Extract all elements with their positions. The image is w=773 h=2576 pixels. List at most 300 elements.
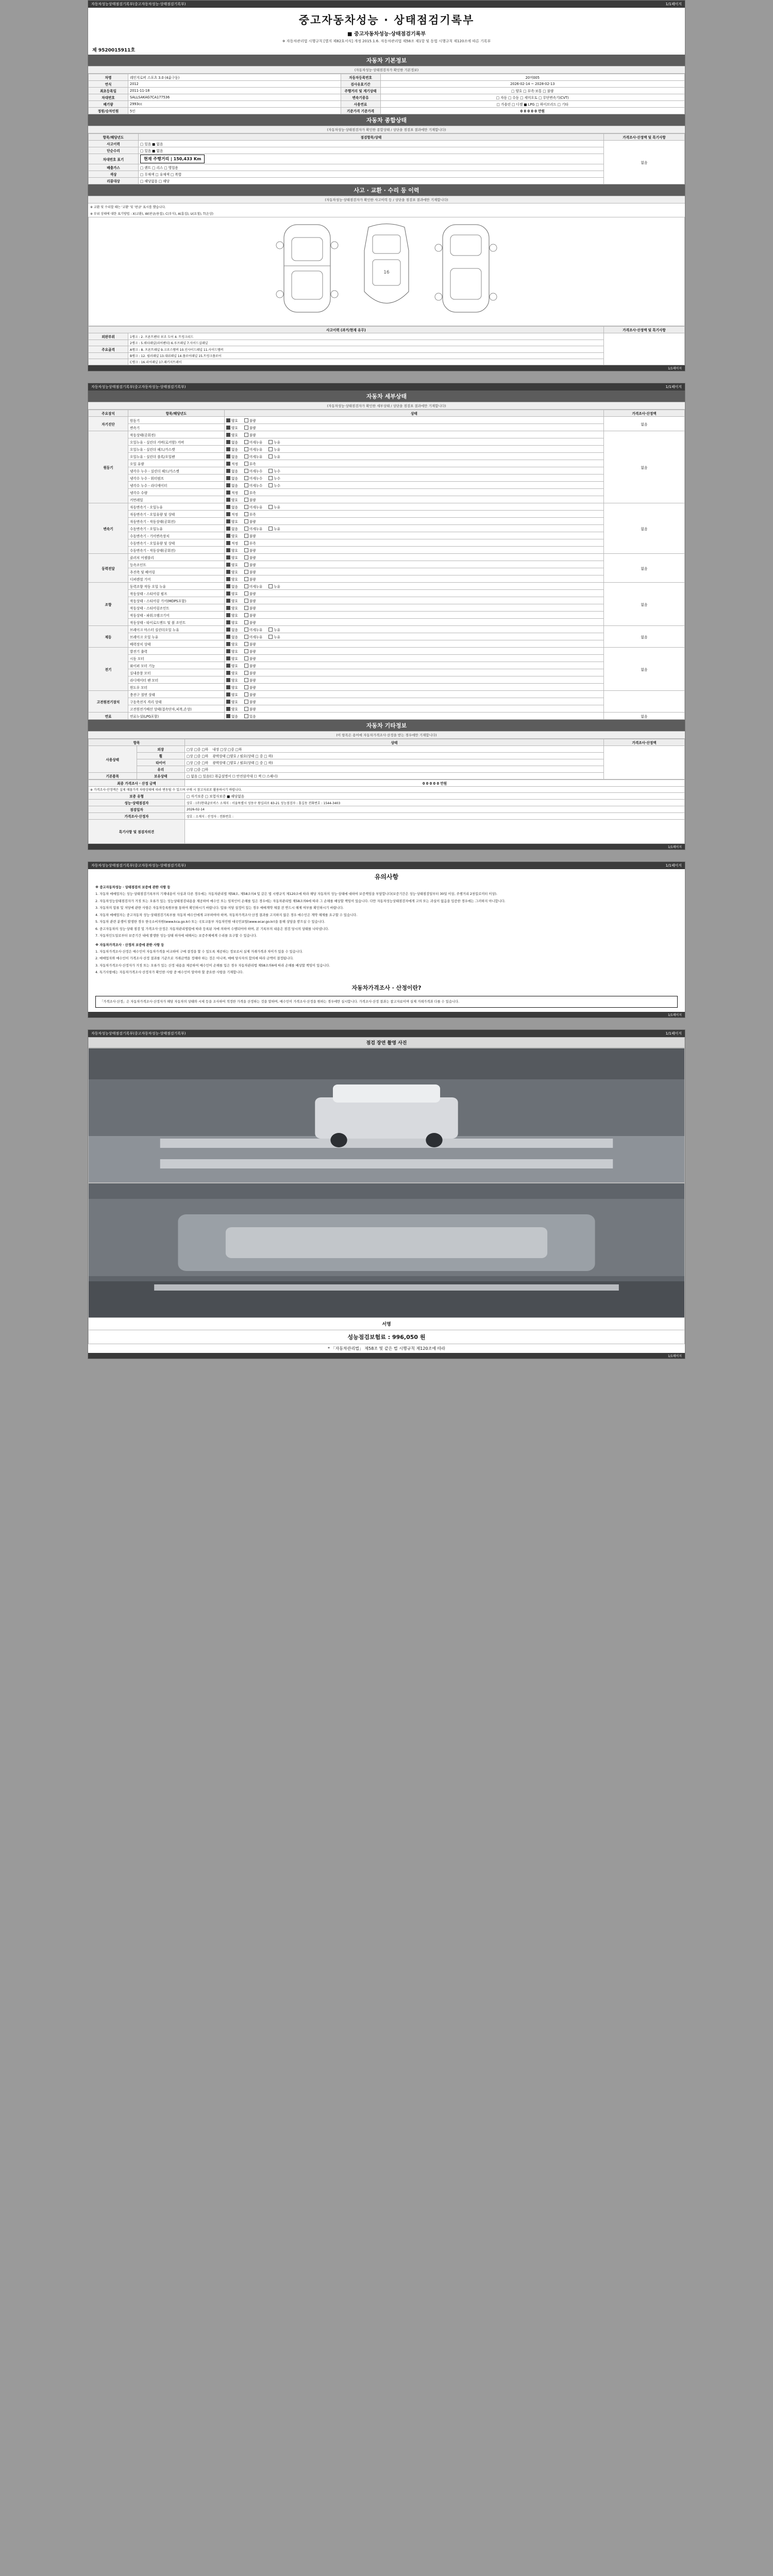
notice-section-2-title: ※ 자동차가격조사 · 산정의 보증에 관한 사항 등 [95, 943, 164, 947]
section-sub-other: (이 항목은 용어에 자동차가격조사·산정을 받는 경우에만 기재합니다) [88, 731, 685, 739]
checkbox-option[interactable]: 불량 [244, 650, 256, 654]
checkbox-icon[interactable] [244, 700, 248, 704]
checkbox-option[interactable]: 누유 [268, 527, 280, 531]
table-row [89, 453, 685, 460]
checkbox-icon[interactable] [244, 664, 248, 668]
table-row [89, 800, 685, 806]
checkbox-icon[interactable] [226, 498, 230, 502]
checkbox-icon[interactable] [226, 505, 230, 509]
checkbox-icon[interactable] [226, 534, 230, 538]
detail-item-options[interactable] [225, 446, 604, 453]
notice-item-2: 2. 매매업자와 매수인이 가격조사·산정 결과를 기준으로 거래금액을 정해야 하는 것은 아니며, 매매 당사자의 합의에 따라 금액이 결정됩니다. [95, 957, 294, 961]
checkbox-option[interactable]: 없음 [226, 505, 238, 510]
detail-item-options[interactable] [225, 525, 604, 532]
detail-item-label: 디퍼렌셜 기어 [128, 575, 225, 583]
checkbox-icon[interactable] [244, 678, 248, 682]
checkbox-option[interactable]: 불량 [244, 707, 256, 711]
checkbox-icon[interactable] [226, 548, 230, 552]
checkbox-option[interactable]: 누유 [268, 448, 280, 452]
checkbox-option[interactable]: 양호 [226, 657, 238, 661]
checkbox-icon[interactable] [226, 440, 230, 444]
total-title: 최종 가격조사 · 산정 금액 [89, 780, 185, 787]
detail-item-label: 시동 모터 [128, 655, 225, 662]
checkbox-icon[interactable] [226, 527, 230, 531]
checkbox-option[interactable]: 없음 [226, 448, 238, 452]
checkbox-option[interactable]: 없음 [226, 469, 238, 473]
detail-item-options[interactable] [225, 474, 604, 482]
checkbox-icon[interactable] [268, 440, 273, 444]
detail-item-options[interactable] [225, 453, 604, 460]
checkbox-icon[interactable] [226, 483, 230, 487]
checkbox-icon[interactable] [226, 519, 230, 523]
checkbox-option[interactable]: 미세누수 [244, 477, 262, 481]
detail-item-options[interactable] [225, 705, 604, 713]
checkbox-option[interactable]: 불량 [244, 549, 256, 553]
detail-item-options[interactable] [225, 467, 604, 474]
detail-item-options[interactable] [225, 431, 604, 438]
checkbox-option[interactable]: 양호 [226, 433, 238, 437]
checkbox-icon[interactable] [226, 707, 230, 711]
checkbox-icon[interactable] [244, 577, 248, 581]
checkbox-option[interactable]: 부족 [244, 462, 256, 466]
checkbox-icon[interactable] [244, 418, 248, 422]
detail-item-options[interactable] [225, 511, 604, 518]
checkbox-icon[interactable] [268, 469, 273, 473]
checkbox-icon[interactable] [244, 527, 248, 531]
checkbox-option[interactable]: 없음 [226, 484, 238, 488]
checkbox-icon[interactable] [244, 426, 248, 430]
checkbox-option[interactable]: 양호 [226, 693, 238, 697]
checkbox-icon[interactable] [226, 685, 230, 689]
checkbox-option[interactable]: 불량 [244, 592, 256, 596]
checkbox-option[interactable]: 양호 [226, 426, 238, 430]
assessor-label: 가격조사·산정자 [89, 813, 185, 820]
checkbox-option[interactable]: 양호 [226, 614, 238, 618]
checkbox-option[interactable]: 부족 [244, 491, 256, 495]
table-header-row [89, 739, 685, 746]
checkbox-icon[interactable] [268, 584, 273, 588]
checkbox-option[interactable]: 불량 [244, 686, 256, 690]
detail-item-options[interactable] [225, 713, 604, 720]
checkbox-option[interactable]: 양호 [226, 621, 238, 625]
checkbox-option[interactable]: 미세누수 [244, 469, 262, 473]
checkbox-option[interactable]: 불량 [244, 419, 256, 423]
checkbox-icon[interactable] [226, 599, 230, 603]
checkbox-option[interactable]: 불량 [244, 563, 256, 567]
checkbox-option[interactable]: 불량 [244, 578, 256, 582]
detail-item-options[interactable] [225, 554, 604, 561]
detail-item-options[interactable] [225, 424, 604, 431]
checkbox-icon[interactable] [268, 635, 273, 639]
table-row [89, 626, 685, 633]
detail-item-options[interactable] [225, 684, 604, 691]
checkbox-icon[interactable] [226, 555, 230, 560]
checkbox-icon[interactable] [226, 671, 230, 675]
checkbox-icon[interactable] [244, 447, 248, 451]
price-boxes: 0 0 0 0 0 만원 [380, 108, 684, 114]
checkbox-option[interactable]: 없음 [226, 585, 238, 589]
table-row [89, 561, 685, 568]
checkbox-icon[interactable] [244, 498, 248, 502]
checkbox-icon[interactable] [268, 476, 273, 480]
detail-item-label: 추진축 및 베어링 [128, 568, 225, 575]
checkbox-option[interactable]: 미세누유 [244, 635, 262, 639]
checkbox-icon[interactable] [244, 628, 248, 632]
checkbox-icon[interactable] [226, 577, 230, 581]
checkbox-option[interactable]: 양호 [226, 700, 238, 704]
detail-item-options[interactable] [225, 518, 604, 525]
checkbox-option[interactable]: 없음 [226, 440, 238, 445]
checkbox-option[interactable]: 적정 [226, 513, 238, 517]
detail-item-options[interactable] [225, 575, 604, 583]
detail-item-options[interactable] [225, 662, 604, 669]
detail-item-options[interactable] [225, 503, 604, 511]
special-note-value [185, 820, 685, 844]
row-label: 색상 [89, 171, 139, 178]
checkbox-option[interactable]: 적정 [226, 462, 238, 466]
checkbox-option[interactable]: 불량 [244, 642, 256, 647]
checkbox-option[interactable]: 누유 [268, 628, 280, 632]
table-row [89, 147, 685, 154]
table-row [89, 518, 685, 525]
row-label: 단순수리 [89, 147, 139, 154]
checkbox-option[interactable]: 있음 [244, 715, 256, 719]
checkbox-icon[interactable] [244, 649, 248, 653]
table-row [89, 496, 685, 503]
checkbox-icon[interactable] [244, 584, 248, 588]
checkbox-icon[interactable] [244, 454, 248, 459]
detail-item-label: 작동상태 - 스티어링조인트 [128, 604, 225, 612]
checkbox-icon[interactable] [244, 635, 248, 639]
checkbox-option[interactable]: 불량 [244, 693, 256, 697]
checkbox-icon[interactable] [226, 570, 230, 574]
row-label: 배기량 [89, 101, 128, 108]
checkbox-icon[interactable] [244, 570, 248, 574]
checkbox-option[interactable]: 양호 [226, 534, 238, 538]
checkbox-icon[interactable] [226, 628, 230, 632]
checkbox-option[interactable]: 불량 [244, 498, 256, 502]
notice-item-2: 3. 자동차가격조사·산정자가 거짓 또는 오류가 있는 산정 내용을 제공하여 매수인이 손해를 입은 경우 자동차관리법 제58조의6에 따라 손해를 배상할 책임이 있습니다. [95, 963, 330, 968]
checkbox-icon[interactable] [244, 599, 248, 603]
detail-item-options[interactable] [225, 633, 604, 640]
checkbox-option[interactable]: 누유 [268, 455, 280, 459]
checkbox-option[interactable]: 미세누유 [244, 527, 262, 531]
checkbox-icon[interactable] [244, 469, 248, 473]
table-row [89, 359, 685, 365]
checkbox-option[interactable]: 불량 [244, 664, 256, 668]
checkbox-option[interactable]: 불량 [244, 599, 256, 603]
detail-item-options[interactable] [225, 590, 604, 597]
detail-item-label: 변속기 [128, 424, 225, 431]
notice-title: 유의사항 [374, 873, 399, 880]
checkbox-option[interactable]: 양호 [226, 520, 238, 524]
sheet-1 [88, 0, 685, 371]
detail-item-label: 오일누유 - 실린더 커버(로커암) 커버 [128, 438, 225, 446]
checkbox-icon[interactable] [244, 671, 248, 675]
detail-item-options[interactable] [225, 698, 604, 705]
checkbox-option[interactable]: 불량 [244, 556, 256, 560]
checkbox-icon[interactable] [226, 635, 230, 639]
checkbox-icon[interactable] [226, 591, 230, 596]
checkbox-option[interactable]: 양호 [226, 592, 238, 596]
checkbox-icon[interactable] [226, 714, 230, 718]
checkbox-option[interactable]: 미세누유 [244, 455, 262, 459]
table-row [89, 619, 685, 626]
checkbox-icon[interactable] [244, 548, 248, 552]
checkbox-option[interactable]: 없음 [226, 477, 238, 481]
table-row [89, 333, 685, 340]
detail-item-options[interactable] [225, 489, 604, 496]
row-value: SALLSAKAG7CA177536 [128, 94, 341, 101]
detail-item-options[interactable] [225, 612, 604, 619]
checkbox-option[interactable]: 양호 [226, 679, 238, 683]
checkbox-option[interactable]: 양호 [226, 650, 238, 654]
detail-item-options[interactable] [225, 496, 604, 503]
checkbox-option[interactable]: 미세누유 [244, 448, 262, 452]
checkbox-icon[interactable] [244, 490, 248, 495]
col-header-0: 항목/해당년도 [89, 134, 139, 141]
checkbox-icon[interactable] [244, 476, 248, 480]
checkbox-option[interactable]: 누수 [268, 484, 280, 488]
checkbox-icon[interactable] [268, 527, 273, 531]
checkbox-icon[interactable] [226, 418, 230, 422]
notice-item: 4. 자동차 매매업자는 중고자동차 성능·상태점검기록부를 자동차 매수인에게 교부하여야 하며, 자동차가격조사·산정 결과를 고지하지 않은 경우 매수인은 계약 해제를 요구할 수 있습니다. [95, 913, 358, 917]
checkbox-option[interactable]: 없음 [226, 628, 238, 632]
checkbox-icon[interactable] [268, 628, 273, 632]
checkbox-option[interactable]: 누수 [268, 469, 280, 473]
row-label: 사고이력 [89, 141, 139, 147]
table-row [89, 713, 685, 720]
checkbox-option[interactable]: 양호 [226, 578, 238, 582]
checkbox-option[interactable]: 양호 [226, 549, 238, 553]
checkbox-option[interactable]: 양호 [226, 664, 238, 668]
checkbox-icon[interactable] [226, 433, 230, 437]
checkbox-option[interactable]: 불량 [244, 534, 256, 538]
checkbox-option[interactable]: 양호 [226, 671, 238, 675]
checkbox-option[interactable]: 미세누유 [244, 585, 262, 589]
checkbox-icon[interactable] [244, 505, 248, 509]
checkbox-icon[interactable] [244, 483, 248, 487]
checkbox-icon[interactable] [226, 426, 230, 430]
table-row [89, 101, 685, 108]
checkbox-icon[interactable] [244, 462, 248, 466]
detail-item-options[interactable] [225, 561, 604, 568]
checkbox-icon[interactable] [226, 584, 230, 588]
table-row [89, 503, 685, 511]
checkbox-icon[interactable] [268, 454, 273, 459]
checkbox-icon[interactable] [244, 620, 248, 624]
detail-item-label: 자동변속기 - 작동상태(공회전) [128, 518, 225, 525]
detail-status-table [88, 410, 685, 720]
checkbox-icon[interactable] [226, 620, 230, 624]
checkbox-icon[interactable] [268, 505, 273, 509]
checkbox-option[interactable]: 불량 [244, 426, 256, 430]
checkbox-icon[interactable] [244, 692, 248, 697]
section-sub-basic: (자동차성능·상태점검자가 확인한 기본정보) [88, 66, 685, 74]
detail-item-options[interactable] [225, 691, 604, 698]
window-topbar [88, 1, 685, 8]
detail-group-note: 없음 [604, 431, 685, 503]
table-row [89, 648, 685, 655]
checkbox-option[interactable]: 누유 [268, 505, 280, 510]
checkbox-option[interactable]: 양호 [226, 556, 238, 560]
checkbox-option[interactable]: 없음 [226, 635, 238, 639]
checkbox-option[interactable]: 없음 [226, 527, 238, 531]
checkbox-icon[interactable] [244, 656, 248, 660]
window-left-text-4: 자동차성능상태점검기록부(중고자동차성능·상태점검기록부) [91, 1031, 186, 1036]
checkbox-icon[interactable] [244, 433, 248, 437]
checkbox-option[interactable]: 적정 [226, 541, 238, 546]
detail-item-options[interactable] [225, 619, 604, 626]
checkbox-icon[interactable] [244, 606, 248, 610]
row-label-2: 검사유효기간 [341, 81, 380, 88]
checkbox-option[interactable]: 미세누수 [244, 484, 262, 488]
checkbox-icon[interactable] [268, 447, 273, 451]
checkbox-icon[interactable] [244, 685, 248, 689]
detail-item-options[interactable] [225, 438, 604, 446]
checkbox-icon[interactable] [226, 649, 230, 653]
checkbox-option[interactable]: 양호 [226, 707, 238, 711]
checkbox-icon[interactable] [244, 591, 248, 596]
checkbox-option[interactable]: 양호 [226, 570, 238, 574]
row-value: 5인 [128, 108, 341, 114]
checkbox-option[interactable]: 누유 [268, 635, 280, 639]
checkbox-icon[interactable] [226, 462, 230, 466]
checkbox-icon[interactable] [226, 642, 230, 646]
window-right-text-2: 1/1페이지 [665, 385, 682, 389]
checkbox-icon[interactable] [226, 490, 230, 495]
checkbox-icon[interactable] [226, 678, 230, 682]
checkbox-icon[interactable] [226, 700, 230, 704]
checkbox-icon[interactable] [244, 613, 248, 617]
checkbox-option[interactable]: 적정 [226, 491, 238, 495]
checkbox-icon[interactable] [244, 714, 248, 718]
checkbox-icon[interactable] [244, 534, 248, 538]
checkbox-option[interactable]: 미세누유 [244, 505, 262, 510]
detail-item-options[interactable] [225, 482, 604, 489]
detail-item-options[interactable] [225, 460, 604, 467]
checkbox-option[interactable]: 미세누유 [244, 440, 262, 445]
detail-item-options[interactable] [225, 655, 604, 662]
checkbox-option[interactable]: 부족 [244, 513, 256, 517]
row-label: 최초등록일 [89, 88, 128, 94]
checkbox-icon[interactable] [226, 692, 230, 697]
detail-group-name: 자기진단 [89, 417, 128, 431]
detail-item-options[interactable] [225, 539, 604, 547]
detail-item-options[interactable] [225, 626, 604, 633]
detail-group-name: 제동 [89, 626, 128, 648]
checkbox-option[interactable]: 없음 [226, 715, 238, 719]
checkbox-icon[interactable] [226, 613, 230, 617]
checkbox-option[interactable]: 양호 [226, 642, 238, 647]
checkbox-option[interactable]: 양호 [226, 606, 238, 611]
checkbox-option[interactable]: 불량 [244, 520, 256, 524]
checkbox-icon[interactable] [226, 606, 230, 610]
section-sub-accident: (자동차성능·상태점검자가 확인한 사고이력 등 / 상단을 점검표 결과에만 기재합니다) [88, 196, 685, 204]
checkbox-option[interactable]: 불량 [244, 671, 256, 675]
checkbox-icon[interactable] [226, 664, 230, 668]
detail-item-options[interactable] [225, 597, 604, 604]
checkbox-option[interactable]: 불량 [244, 621, 256, 625]
checkbox-icon[interactable] [226, 541, 230, 545]
checkbox-option[interactable]: 미세누유 [244, 628, 262, 632]
checkbox-icon[interactable] [226, 447, 230, 451]
checkbox-option[interactable]: 없음 [226, 455, 238, 459]
checkbox-icon[interactable] [226, 512, 230, 516]
checkbox-icon[interactable] [244, 541, 248, 545]
car-top-view-icon [348, 219, 425, 317]
checkbox-option[interactable]: 양호 [226, 686, 238, 690]
checkbox-option[interactable]: 불량 [244, 700, 256, 704]
other-value-2: □상 □중 □하 광택상태 □양호 / 필요(상태 □ 중 □ 하) [185, 759, 604, 766]
checkbox-icon[interactable] [244, 519, 248, 523]
inspection-photo-1 [88, 1048, 685, 1183]
checkbox-option[interactable]: 양호 [226, 498, 238, 502]
checkbox-option[interactable]: 누유 [268, 440, 280, 445]
checkbox-icon[interactable] [226, 563, 230, 567]
checkbox-icon[interactable] [268, 483, 273, 487]
table-row [89, 525, 685, 532]
table-row [89, 417, 685, 424]
detail-item-options[interactable] [225, 568, 604, 575]
checkbox-icon[interactable] [226, 454, 230, 459]
detail-item-options[interactable] [225, 417, 604, 424]
checkbox-option[interactable]: 양호 [226, 599, 238, 603]
checkbox-icon[interactable] [244, 563, 248, 567]
checkbox-icon[interactable] [244, 512, 248, 516]
detail-item-options[interactable] [225, 669, 604, 676]
checkbox-option[interactable]: 불량 [244, 657, 256, 661]
detail-item-options[interactable] [225, 547, 604, 554]
section-title-basic: 자동차 기본정보 [88, 55, 685, 66]
detail-item-options[interactable] [225, 676, 604, 684]
detail-item-options[interactable] [225, 640, 604, 648]
detail-item-options[interactable] [225, 604, 604, 612]
notice-item: 1. 자동차 매매업자는 성능·상태점검기록부의 기재내용이 사실과 다른 경우에는 자동차관리법 제58조, 제58조의4 및 같은 법 시행규칙 제120조에 따라 해당 자동차의 성능·상태에 대하여 보증책임을 부담합니다(보증기간은 성능·상태점검일부터 30일 이상, 주행거리 2천킬로미터 이상). [95, 892, 497, 896]
table-row [89, 806, 685, 813]
legend-key-2: 주요골격 [89, 346, 128, 353]
checkbox-icon[interactable] [226, 476, 230, 480]
table-row [89, 346, 685, 353]
checkbox-option[interactable]: 양호 [226, 563, 238, 567]
sheet-4 [88, 1029, 685, 1359]
detail-group-note: 없음 [604, 648, 685, 691]
row-value-2: □ 가솔린 □ 디젤 ■ LPG □ 하이브리드 □ 기타 [380, 101, 684, 108]
checkbox-option[interactable]: 불량 [244, 433, 256, 437]
inspection-photo-2 [88, 1183, 685, 1318]
checkbox-option[interactable]: 누수 [268, 477, 280, 481]
detail-item-options[interactable] [225, 583, 604, 590]
checkbox-icon[interactable] [244, 707, 248, 711]
checkbox-option[interactable]: 불량 [244, 570, 256, 574]
detail-item-options[interactable] [225, 532, 604, 539]
checkbox-option[interactable]: 누유 [268, 585, 280, 589]
checkbox-option[interactable]: 부족 [244, 541, 256, 546]
checkbox-option[interactable]: 불량 [244, 606, 256, 611]
checkbox-icon[interactable] [244, 555, 248, 560]
detail-item-options[interactable] [225, 648, 604, 655]
row-value-2: 20머005 [380, 74, 684, 81]
checkbox-icon[interactable] [244, 642, 248, 646]
checkbox-icon[interactable] [226, 469, 230, 473]
checkbox-option[interactable]: 불량 [244, 679, 256, 683]
table-row [89, 655, 685, 662]
checkbox-icon[interactable] [244, 440, 248, 444]
checkbox-option[interactable]: 양호 [226, 419, 238, 423]
legend-key-4 [89, 359, 128, 365]
checkbox-option[interactable]: 불량 [244, 614, 256, 618]
checkbox-icon[interactable] [226, 656, 230, 660]
